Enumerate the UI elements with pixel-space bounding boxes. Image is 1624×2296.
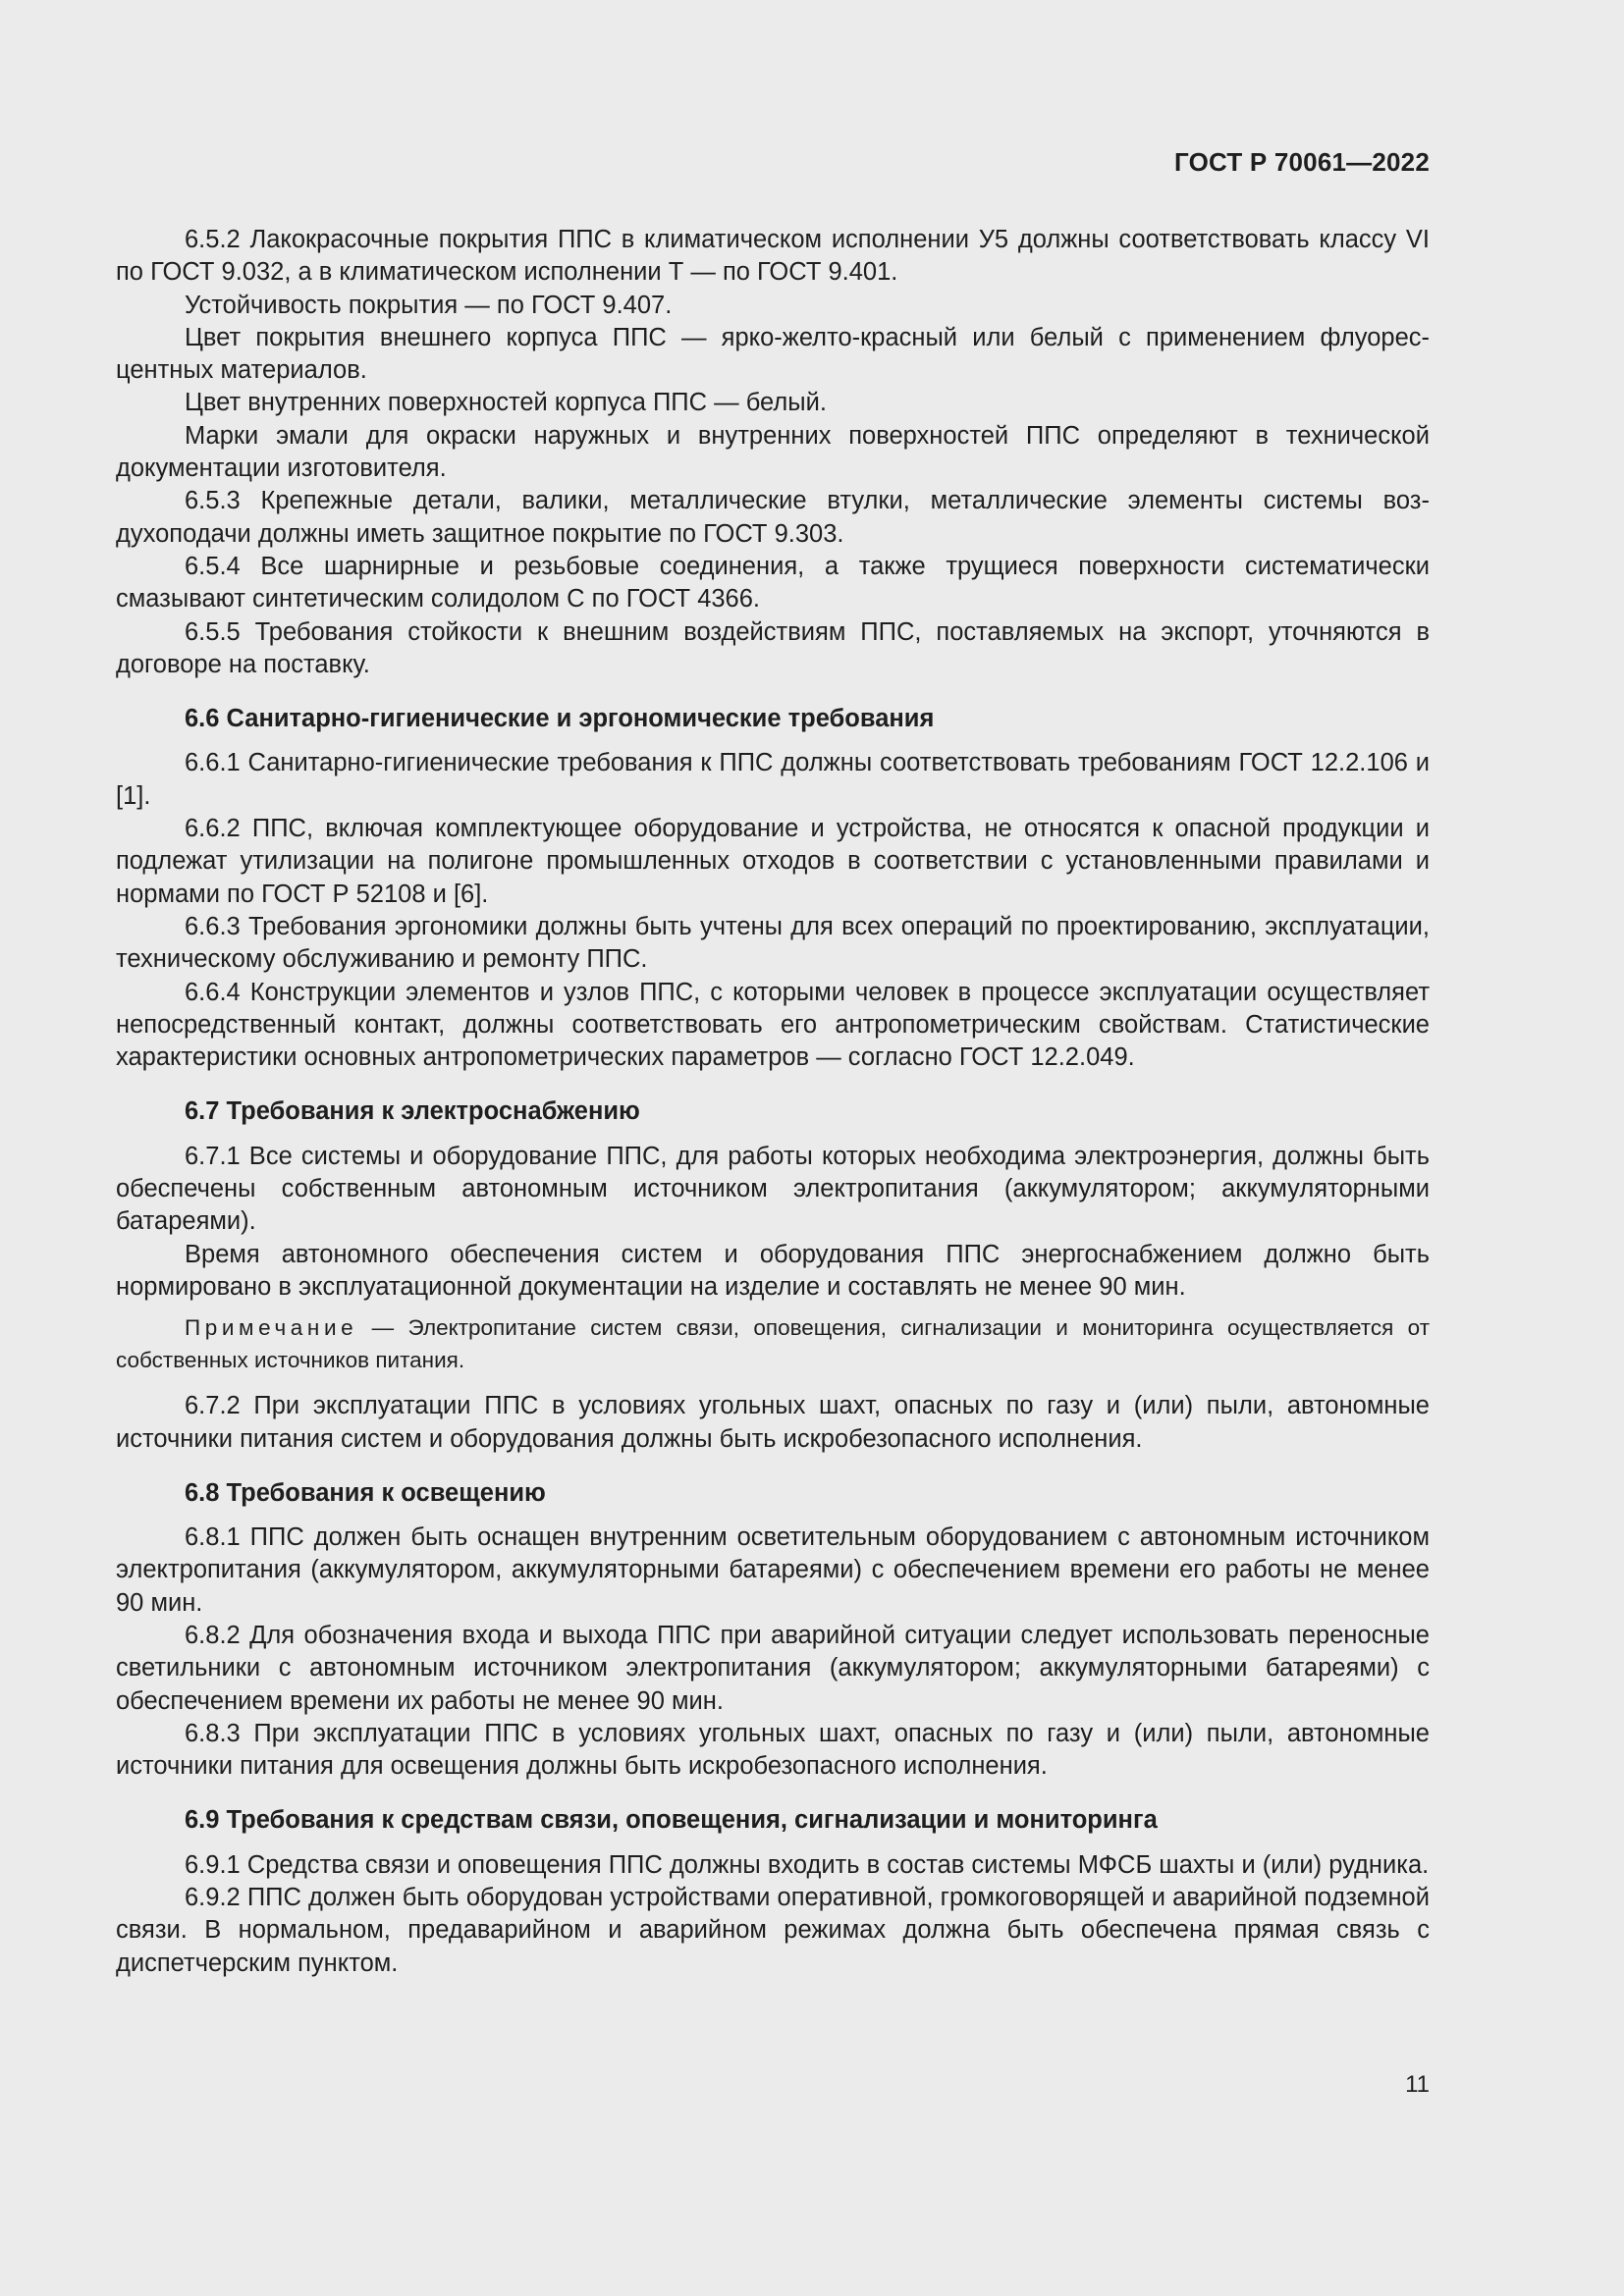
paragraph-6-6-3: 6.6.3 Требования эргономики должны быть учтены для всех операций по проектированию, эксплуатации, техническому обслуживанию и ремонту ППС. xyxy=(116,912,1430,974)
paragraph-enamel: Марки эмали для окраски наружных и внутренних поверхностей ППС определяют в технической документации изготовителя. xyxy=(116,421,1430,483)
paragraph-6-5-3: 6.5.3 Крепежные детали, валики, металлические втулки, металлические элементы системы воздухоподачи должны иметь защитное покрытие по ГОСТ 9.303. xyxy=(116,487,1430,548)
page-number: 11 xyxy=(1405,2071,1430,2098)
paragraph-outer-color: Цвет покрытия внешнего корпуса ППС — ярко-желто-красный или белый с применением флуоресцентных материалов. xyxy=(116,323,1430,385)
paragraph-6-6-4: 6.6.4 Конструкции элементов и узлов ППС, с которыми человек в процессе эксплуатации осуществляет непосредственный контакт, должны соответствовать его антропометрическим свойствам. Статистические характеристики основных антропометрических параметров — согласно ГОСТ 12.2.049. xyxy=(116,978,1430,1072)
section-heading-6-6: 6.6 Санитарно-гигиенические и эргономические требования xyxy=(185,705,935,733)
paragraph-6-6-2: 6.6.2 ППС, включая комплектующее оборудование и устройства, не относятся к опасной продукции и подлежат утилизации на полигоне промышленных отходов в соответствии с установленными правилами и нормами по ГОСТ Р 52108 и [6]. xyxy=(116,815,1430,908)
note-text: — Электропитание систем связи, оповещения, сигнализации и мониторинга осуществляется от собственных источников питания. xyxy=(116,1315,1430,1373)
section-heading-6-9: 6.9 Требования к средствам связи, оповещения, сигнализации и мониторинга xyxy=(185,1806,1158,1835)
document-standard-number: ГОСТ Р 70061—2022 xyxy=(1174,147,1430,177)
paragraph-inner-color: Цвет внутренних поверхностей корпуса ППС — белый. xyxy=(185,389,827,417)
paragraph-6-9-2: 6.9.2 ППС должен быть оборудован устройствами оперативной, громкоговорящей и аварийной подземной связи. В нормальном, предаварийном и аварийном режимах должна быть обеспечена прямая связь с диспетчерским пунктом. xyxy=(116,1884,1430,1977)
paragraph-6-7-2: 6.7.2 При эксплуатации ППС в условиях угольных шахт, опасных по газу и (или) пыли, автономные источники питания систем и оборудования должны быть искробезопасного исполнения. xyxy=(116,1392,1430,1453)
paragraph-6-8-2: 6.8.2 Для обозначения входа и выхода ППС при аварийной ситуации следует использовать переносные светильники с автономным источником электропитания (аккумулятором; аккумуляторными батареями) с обеспечением времени их работы не менее 90 мин. xyxy=(116,1621,1430,1715)
section-heading-6-7: 6.7 Требования к электроснабжению xyxy=(185,1097,640,1126)
note-label: Примечание xyxy=(185,1315,358,1341)
paragraph-6-6-1: 6.6.1 Санитарно-гигиенические требования к ППС должны соответствовать требованиям ГОСТ 12.2.106 и [1]. xyxy=(116,749,1430,810)
note-block xyxy=(116,1311,1430,1376)
paragraph-6-7-1: 6.7.1 Все системы и оборудование ППС, для работы которых необходима электроэнергия, должны быть обеспечены собственным автономным источником электропитания (аккумулятором; аккумуляторными батареями). xyxy=(116,1142,1430,1236)
document-body xyxy=(116,224,1430,1980)
paragraph-6-8-3: 6.8.3 При эксплуатации ППС в условиях угольных шахт, опасных по газу и (или) пыли, автономные источники питания для освещения должны быть искробезопасного исполнения. xyxy=(116,1719,1430,1781)
section-heading-6-8: 6.8 Требования к освещению xyxy=(185,1478,546,1507)
paragraph-6-5-4: 6.5.4 Все шарнирные и резьбовые соединения, а также трущиеся поверхности систематически смазывают синтетическим солидолом С по ГОСТ 4366. xyxy=(116,552,1430,614)
paragraph-coating-stability: Устойчивость покрытия — по ГОСТ 9.407. xyxy=(185,291,673,319)
paragraph-6-5-5: 6.5.5 Требования стойкости к внешним воздействиям ППС, поставляемых на экспорт, уточняются в договоре на поставку. xyxy=(116,617,1430,678)
paragraph-autonomy-time: Время автономного обеспечения систем и оборудования ППС энергоснабжением должно быть нормировано в эксплуатационной документации на изделие и составлять не менее 90 мин. xyxy=(116,1240,1430,1301)
paragraph-6-8-1: 6.8.1 ППС должен быть оснащен внутренним осветительным оборудованием с автономным источником электропитания (аккумулятором, аккумуляторными батареями) с обеспечением времени его работы не менее 90 мин. xyxy=(116,1523,1430,1617)
paragraph-6-5-2: 6.5.2 Лакокрасочные покрытия ППС в климатическом исполнении У5 должны соответствовать классу VI по ГОСТ 9.032, а в климатическом исполнении Т — по ГОСТ 9.401. xyxy=(116,226,1430,287)
paragraph-6-9-1: 6.9.1 Средства связи и оповещения ППС должны входить в состав системы МФСБ шахты и (или) рудника. xyxy=(185,1850,1430,1879)
